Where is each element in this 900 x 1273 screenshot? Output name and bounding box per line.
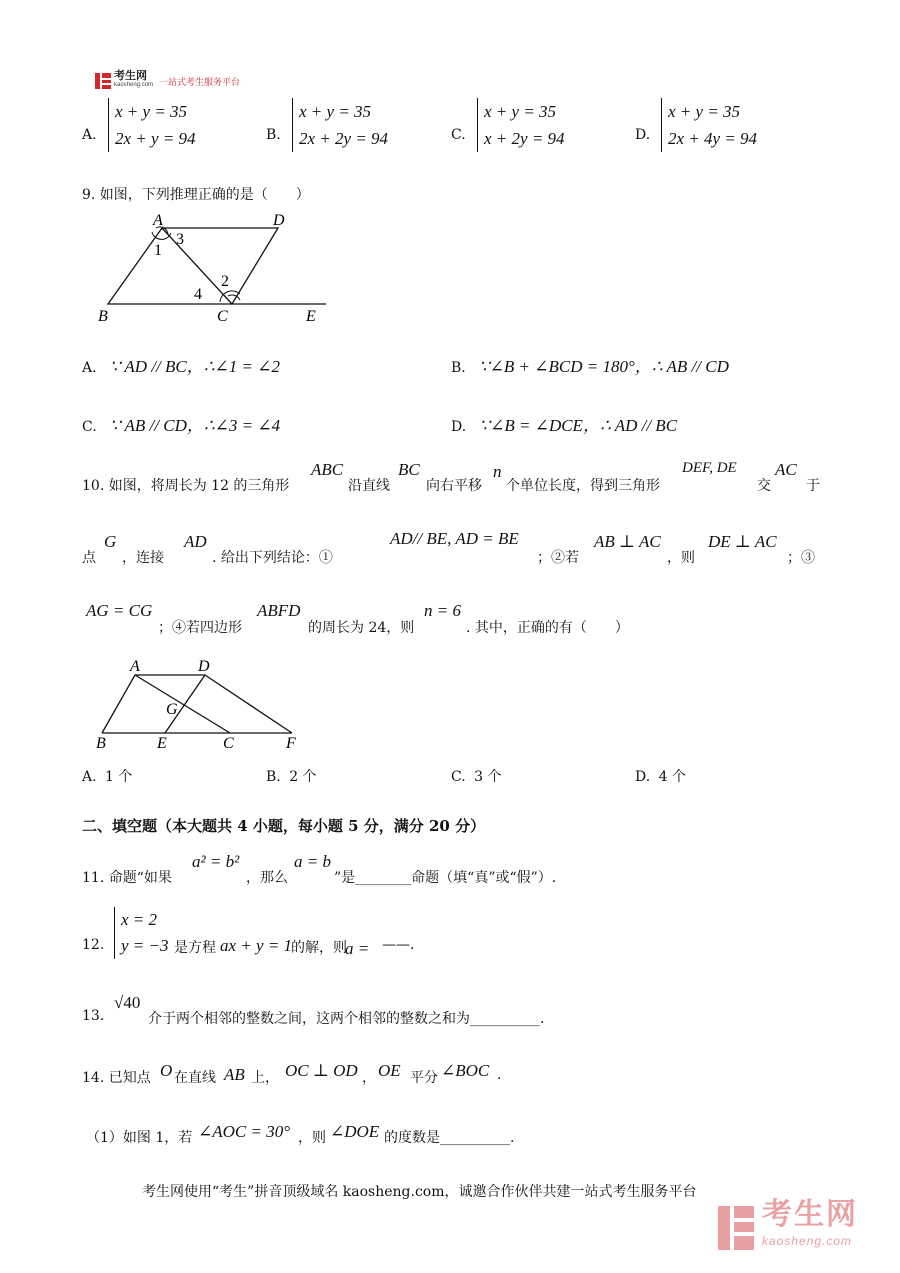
q10-option-a bbox=[82, 766, 132, 786]
equation: 2x + y = 94 bbox=[115, 129, 196, 148]
label-D: D bbox=[273, 212, 285, 229]
q14-math: AB bbox=[224, 1065, 245, 1084]
q10-math: ABC bbox=[311, 460, 344, 479]
segment-ab bbox=[102, 675, 135, 733]
label-F: F bbox=[286, 735, 296, 752]
q10-math: n bbox=[493, 462, 502, 481]
q8-option-b-label: B. bbox=[266, 127, 281, 143]
q10-option-d bbox=[635, 766, 686, 786]
logo-slogan: 一站式考生服务平台 bbox=[159, 76, 241, 87]
angle-arc-2 bbox=[228, 295, 240, 300]
option-label: B. bbox=[451, 360, 466, 376]
q14-text: 平分 bbox=[410, 1070, 438, 1086]
label-E: E bbox=[306, 308, 316, 325]
q10-math: AG = CG bbox=[86, 601, 153, 620]
equation: x = 2 bbox=[121, 910, 158, 929]
q9-option-b bbox=[451, 352, 729, 377]
q14-text: 14. 已知点 bbox=[82, 1070, 151, 1086]
q11-math: a = b bbox=[294, 852, 331, 871]
equation: 2x + 2y = 94 bbox=[299, 129, 389, 148]
label-B: B bbox=[98, 308, 108, 325]
q10-option-c bbox=[451, 766, 501, 786]
q8-option-a-system bbox=[108, 98, 196, 152]
q9-figure bbox=[90, 208, 340, 328]
option-label: C. bbox=[451, 769, 466, 785]
watermark-name: 考生网 bbox=[762, 1198, 858, 1231]
option-text: 1 个 bbox=[105, 769, 133, 785]
q8-option-d-system bbox=[661, 98, 757, 152]
option-text: ∵ AD // BC，∴∠1 = ∠2 bbox=[109, 357, 281, 376]
angle-label-3: 3 bbox=[176, 231, 184, 248]
q14-math: OE bbox=[378, 1061, 401, 1080]
q13-math: √40 bbox=[114, 993, 141, 1012]
q10-math: ABFD bbox=[257, 601, 301, 620]
q9-option-d bbox=[451, 411, 677, 436]
q14-text: 在直线 bbox=[174, 1070, 216, 1086]
q11-text: 11. 命题“如果 bbox=[82, 870, 172, 886]
q10-math: DEF, DE bbox=[682, 460, 737, 476]
equation: x + y = 35 bbox=[299, 102, 372, 121]
q10-math: AB ⊥ AC bbox=[594, 532, 661, 551]
label-A: A bbox=[153, 212, 163, 229]
q12-number: 12. bbox=[82, 937, 105, 953]
q14-1-math: ∠DOE bbox=[330, 1122, 380, 1141]
option-text: 4 个 bbox=[658, 769, 686, 785]
q11-math: a² = b² bbox=[192, 852, 240, 871]
segment-df bbox=[205, 675, 292, 733]
label-E: E bbox=[157, 735, 167, 752]
q10-text: 10. 如图，将周长为 12 的三角形 bbox=[82, 478, 290, 494]
q12-math: ax + y = 1 bbox=[220, 936, 293, 955]
option-text: ∵∠B + ∠BCD = 180°，∴ AB // CD bbox=[478, 357, 729, 376]
label-A: A bbox=[130, 658, 140, 675]
q11-text: ，那么 bbox=[246, 870, 288, 886]
q13-number: 13. bbox=[82, 1008, 105, 1024]
equation: x + 2y = 94 bbox=[484, 129, 565, 148]
q10-math: DE ⊥ AC bbox=[708, 532, 777, 551]
q10-text: ；②若 bbox=[537, 550, 579, 566]
q12-system bbox=[114, 907, 169, 959]
q10-math: AC bbox=[775, 460, 797, 479]
q10-math: G bbox=[104, 532, 117, 551]
q9-option-a bbox=[82, 352, 280, 377]
section-2-title: 二、填空题（本大题共 4 小题，每小题 5 分，满分 20 分） bbox=[82, 817, 486, 835]
label-G: G bbox=[166, 701, 178, 718]
q10-math: BC bbox=[398, 460, 420, 479]
q14-1-math: ∠AOC = 30° bbox=[198, 1122, 291, 1141]
q14-text: . bbox=[497, 1067, 502, 1083]
q8-option-a-label: A. bbox=[82, 127, 97, 143]
equation: x + y = 35 bbox=[668, 102, 741, 121]
equation: x + y = 35 bbox=[484, 102, 557, 121]
q10-text: ，则 bbox=[667, 550, 695, 566]
q12-math: a = bbox=[345, 939, 370, 958]
header-logo bbox=[94, 72, 240, 90]
option-label: A. bbox=[82, 360, 97, 376]
angle-label-4: 4 bbox=[194, 286, 202, 303]
angle-label-2: 2 bbox=[221, 273, 229, 290]
option-label: B. bbox=[266, 769, 281, 785]
q10-math: n = 6 bbox=[424, 601, 461, 620]
q14-text: ， bbox=[362, 1070, 376, 1086]
equation: x + y = 35 bbox=[115, 102, 188, 121]
q14-math: O bbox=[160, 1061, 173, 1080]
equation: y = −3 bbox=[121, 936, 169, 955]
option-label: D. bbox=[635, 769, 651, 785]
q14-math: OC ⊥ OD bbox=[285, 1061, 358, 1080]
q9-option-c bbox=[82, 411, 280, 436]
label-B: B bbox=[96, 735, 106, 752]
label-C: C bbox=[217, 308, 228, 325]
label-D: D bbox=[198, 658, 210, 675]
option-text: 2 个 bbox=[289, 769, 317, 785]
segment-ac bbox=[135, 675, 230, 733]
q10-text: ；④若四边形 bbox=[158, 620, 242, 636]
footer-text: 考生网使用“考生”拼音顶级域名 kaosheng.com，诚邀合作伙伴共建一站式考生服务平台 bbox=[142, 1184, 697, 1200]
q14-1-text: （1）如图 1，若 bbox=[86, 1130, 193, 1146]
option-text: 3 个 bbox=[474, 769, 502, 785]
equation: 2x + 4y = 94 bbox=[668, 129, 758, 148]
watermark-logo bbox=[716, 1198, 858, 1254]
q14-text: 上， bbox=[251, 1070, 279, 1086]
option-label: C. bbox=[82, 419, 97, 435]
q14-math: ∠BOC bbox=[441, 1061, 490, 1080]
q12-text: 的解，则 bbox=[291, 940, 347, 956]
q11-text: ”是________命题（填“真”或“假”）. bbox=[334, 870, 557, 886]
q12-blank: ——. bbox=[382, 937, 415, 953]
logo-name: 考生网 bbox=[114, 70, 147, 82]
q10-option-b bbox=[266, 766, 317, 786]
q8-option-c-label: C. bbox=[451, 127, 466, 143]
parallelogram-abcd bbox=[108, 228, 278, 304]
q10-figure bbox=[90, 655, 315, 755]
q14-1-text: 的度数是__________. bbox=[384, 1130, 515, 1146]
q8-option-b-system bbox=[292, 98, 388, 152]
q8-option-d-label: D. bbox=[635, 127, 651, 143]
q14-1-text: ，则 bbox=[298, 1130, 326, 1146]
q10-text: . 其中，正确的有（ ） bbox=[466, 620, 629, 636]
option-text: ∵∠B = ∠DCE，∴ AD // BC bbox=[479, 416, 678, 435]
logo-mark-icon bbox=[94, 72, 112, 90]
option-label: A. bbox=[82, 769, 97, 785]
q10-math: AD// BE, AD = BE bbox=[390, 529, 519, 548]
q10-text: 向右平移 bbox=[426, 478, 482, 494]
q10-text: 沿直线 bbox=[348, 478, 390, 494]
watermark-mark-icon bbox=[716, 1204, 756, 1252]
q8-option-c-system bbox=[477, 98, 565, 152]
q10-text: 点 bbox=[82, 550, 96, 566]
q10-text: ；③ bbox=[787, 550, 815, 566]
q10-text: 于 bbox=[806, 478, 820, 494]
q10-text: 的周长为 24，则 bbox=[308, 620, 415, 636]
q10-text: ，连接 bbox=[122, 550, 164, 566]
label-C: C bbox=[223, 735, 234, 752]
option-label: D. bbox=[451, 419, 467, 435]
q10-text: 个单位长度，得到三角形 bbox=[506, 478, 660, 494]
q9-stem: 9. 如图，下列推理正确的是（ ） bbox=[82, 187, 310, 203]
logo-domain: kaosheng.com bbox=[114, 82, 154, 88]
option-text: ∵ AB // CD，∴∠3 = ∠4 bbox=[109, 416, 281, 435]
q10-text: 交 bbox=[757, 478, 771, 494]
q10-math: AD bbox=[184, 532, 207, 551]
q12-text: 是方程 bbox=[174, 940, 216, 956]
watermark-domain: kaosheng.com bbox=[762, 1234, 853, 1248]
q13-text: 介于两个相邻的整数之间，这两个相邻的整数之和为__________. bbox=[148, 1011, 545, 1027]
q10-text: . 给出下列结论：① bbox=[212, 550, 333, 566]
angle-label-1: 1 bbox=[154, 242, 162, 259]
